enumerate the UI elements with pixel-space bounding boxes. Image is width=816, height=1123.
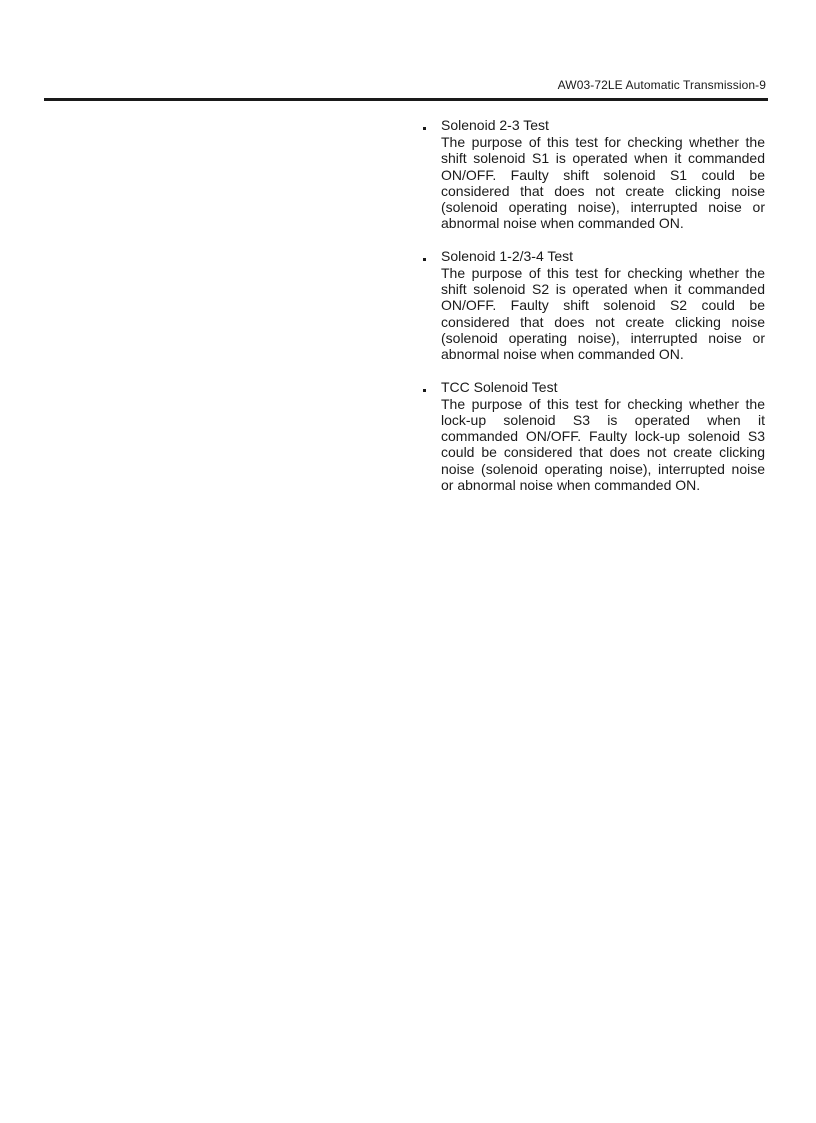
test-list <box>420 117 765 509</box>
list-item <box>420 117 765 232</box>
item-body: The purpose of this test for checking whether the lock-up solenoid S3 is operated when it commanded ON/OFF. Faulty lock-up solenoid S3 could be considered that does not create clicking noise (solenoid operating noise), interrupted noise or abnormal noise when commanded ON. <box>441 395 765 494</box>
running-header: AW03-72LE Automatic Transmission-9 <box>557 78 766 92</box>
bullet-icon <box>423 127 426 130</box>
bullet-icon <box>423 389 426 392</box>
header-rule <box>44 98 768 101</box>
item-title: Solenoid 2-3 Test <box>441 117 549 133</box>
item-title: TCC Solenoid Test <box>441 378 558 395</box>
list-item <box>420 248 765 363</box>
item-body: The purpose of this test for checking whether the shift solenoid S2 is operated when it commanded ON/OFF. Faulty shift solenoid S2 could be considered that does not create clicking noise (solenoid operating noise), interrupted noise or abnormal noise when commanded ON. <box>441 264 765 363</box>
item-body: The purpose of this test for checking whether the shift solenoid S1 is operated when it commanded ON/OFF. Faulty shift solenoid S1 could be considered that does not create clicking noise (solenoid operating noise), interrupted noise or abnormal noise when commanded ON. <box>441 134 765 232</box>
list-item <box>420 379 765 494</box>
item-title: Solenoid 1-2/3-4 Test <box>441 247 574 264</box>
bullet-icon <box>423 258 426 261</box>
